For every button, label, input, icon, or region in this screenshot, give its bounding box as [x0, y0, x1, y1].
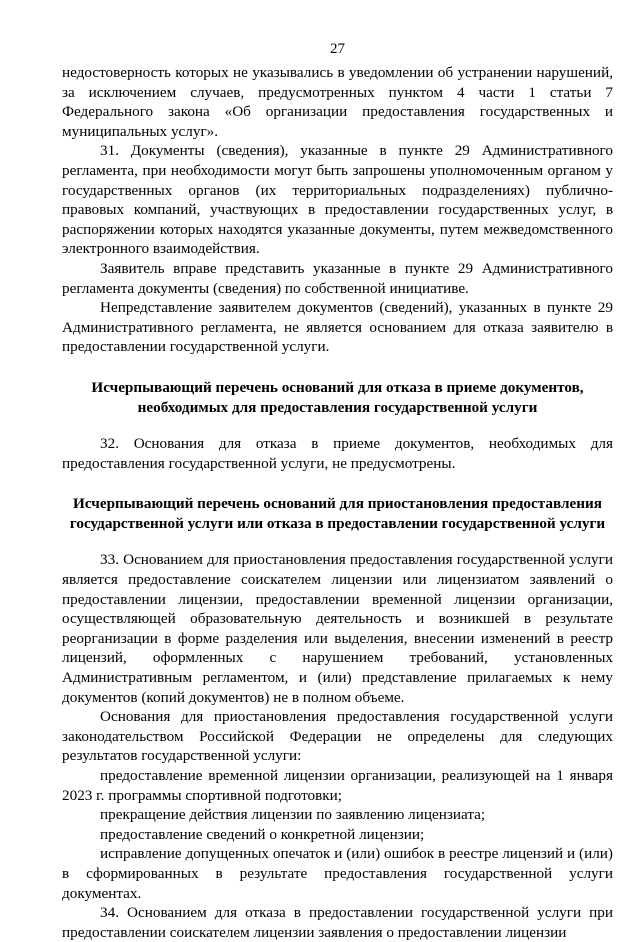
list-item-license-info: предоставление сведений о конкретной лицензии;: [100, 825, 425, 843]
paragraph-suspension-not-defined: Основания для приостановления предоставления государственной услуги законодательством Российской Федерации не определены для следующих результатов государственной услуги:: [62, 708, 613, 765]
list-item-typo-correction: исправление допущенных опечаток и (или) ошибок в реестре лицензий и (или) в сформированных в результате предоставления государственной услуги документах.: [62, 845, 613, 902]
paragraph-31: 31. Документы (сведения), указанные в пункте 29 Административного регламента, при необходимости могут быть запрошены уполномоченным органом у государственных органов (их территориальных подразделениях) публично-правовых компаний, участвующих в предоставлении государственных услуг, в распоряжении которых находятся указанные документы, путем межведомственного электронного взаимодействия.: [62, 142, 613, 258]
list-item-temporary-license: предоставление временной лицензии организации, реализующей на 1 января 2023 г. программы спортивной подготовки;: [62, 767, 613, 804]
section-heading-suspension-refusal: Исчерпывающий перечень оснований для приостановления предоставления государственной услуги или отказа в предоставлении государственной услуги: [69, 495, 606, 532]
section-heading-refusal-acceptance: Исчерпывающий перечень оснований для отказа в приеме документов, необходимых для предоставления государственной услуги: [91, 378, 584, 416]
paragraph-34: 34. Основанием для отказа в предоставлении государственной услуги при предоставлении соискателем лицензии заявления о предоставлении лицензии: [62, 904, 613, 941]
paragraph-32: 32. Основания для отказа в приеме документов, необходимых для предоставления государственной услуги, не предусмотрены.: [62, 435, 613, 472]
paragraph-non-submission: Непредставление заявителем документов (сведений), указанных в пункте 29 Административного регламента, не является основанием для отказа заявителю в предоставлении государственной услуги.: [62, 299, 613, 356]
page-number: 27: [330, 41, 345, 57]
list-item-termination: прекращение действия лицензии по заявлению лицензиата;: [100, 806, 486, 824]
paragraph-continued: недостоверность которых не указывались в уведомлении об устранении нарушений, за исключением случаев, предусмотренных пунктом 4 части 1 статьи 7 Федерального закона «Об организации предоставления государственных и муниципальных услуг».: [62, 64, 613, 140]
paragraph-33: 33. Основанием для приостановления предоставления государственной услуги является предоставление соискателем лицензии или лицензиатом заявлений о предоставлении лицензии, предоставлении временной лицензии организации, осуществляющей образовательную деятельность и возникшей в результате реорганизации в форме разделения или выделения, внесении изменений в реестр лицензий, оформленных с нарушением требований, установленных Административным регламентом, и (или) представление прилагаемых к нему документов (копий документов) не в полном объеме.: [62, 551, 613, 706]
paragraph-applicant-right: Заявитель вправе представить указанные в пункте 29 Административного регламента документы (сведения) по собственной инициативе.: [62, 259, 613, 297]
